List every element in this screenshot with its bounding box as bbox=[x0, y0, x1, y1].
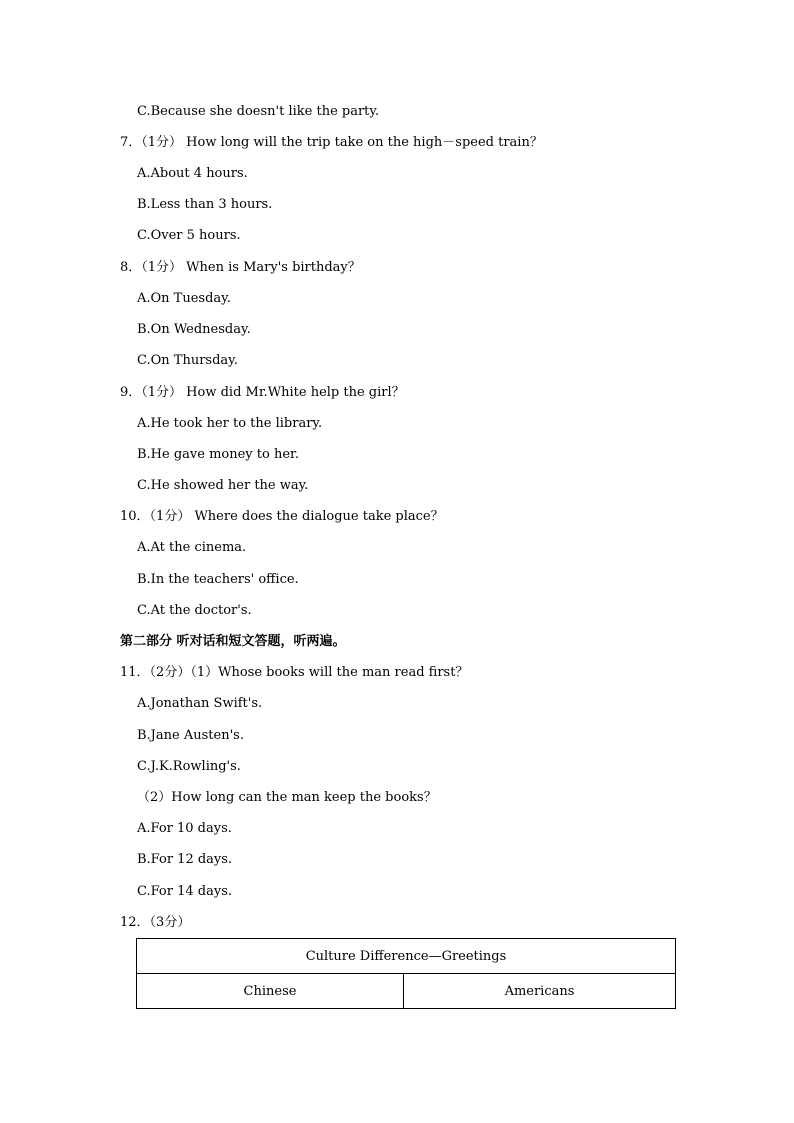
table-header-row bbox=[137, 974, 676, 1009]
q11-sub1-option-b: B.Jane Austen's. bbox=[137, 728, 244, 743]
q7-question: 7．（1分） How long will the trip take on the high－speed train？ bbox=[120, 135, 543, 150]
q12-question: 12．（3分） bbox=[120, 915, 191, 930]
table-title: Culture Difference—Greetings bbox=[137, 939, 676, 974]
table-title-row bbox=[137, 939, 676, 974]
q9-option-a: A.He took her to the library. bbox=[137, 416, 323, 431]
q11-sub1-option-c: C.J.K.Rowling's. bbox=[137, 759, 241, 774]
q8-option-c: C.On Thursday. bbox=[137, 353, 238, 368]
table-header-chinese: Chinese bbox=[137, 974, 404, 1009]
q7-option-c: C.Over 5 hours. bbox=[137, 228, 241, 243]
q10-option-c: C.At the doctor's. bbox=[137, 603, 252, 618]
section2-heading: 第二部分 听对话和短文答题，听两遍。 bbox=[120, 634, 346, 649]
q11-sub2-option-b: B.For 12 days. bbox=[137, 852, 233, 867]
q11-sub1-option-a: A.Jonathan Swift's. bbox=[137, 696, 263, 711]
q7-option-b: B.Less than 3 hours. bbox=[137, 197, 273, 212]
q11-sub2-question: （2）How long can the man keep the books？ bbox=[137, 790, 437, 805]
culture-difference-table bbox=[136, 938, 676, 1009]
q8-option-b: B.On Wednesday. bbox=[137, 322, 251, 337]
table-header-americans: Americans bbox=[404, 974, 676, 1009]
q6-option-c: C.Because she doesn't like the party. bbox=[137, 104, 380, 119]
q7-option-a: A.About 4 hours. bbox=[137, 166, 248, 181]
q9-option-b: B.He gave money to her. bbox=[137, 447, 299, 462]
q10-option-a: A.At the cinema. bbox=[137, 540, 247, 555]
q8-option-a: A.On Tuesday. bbox=[137, 291, 231, 306]
q8-question: 8．（1分） When is Mary's birthday？ bbox=[120, 260, 361, 275]
q11-sub2-option-c: C.For 14 days. bbox=[137, 884, 232, 899]
q11-sub1-question: 11．（2分）（1）Whose books will the man read first？ bbox=[120, 665, 469, 680]
q9-question: 9．（1分） How did Mr.White help the girl？ bbox=[120, 385, 405, 400]
q10-question: 10．（1分） Where does the dialogue take place？ bbox=[120, 509, 444, 524]
q10-option-b: B.In the teachers' office. bbox=[137, 572, 299, 587]
q9-option-c: C.He showed her the way. bbox=[137, 478, 309, 493]
q11-sub2-option-a: A.For 10 days. bbox=[137, 821, 232, 836]
